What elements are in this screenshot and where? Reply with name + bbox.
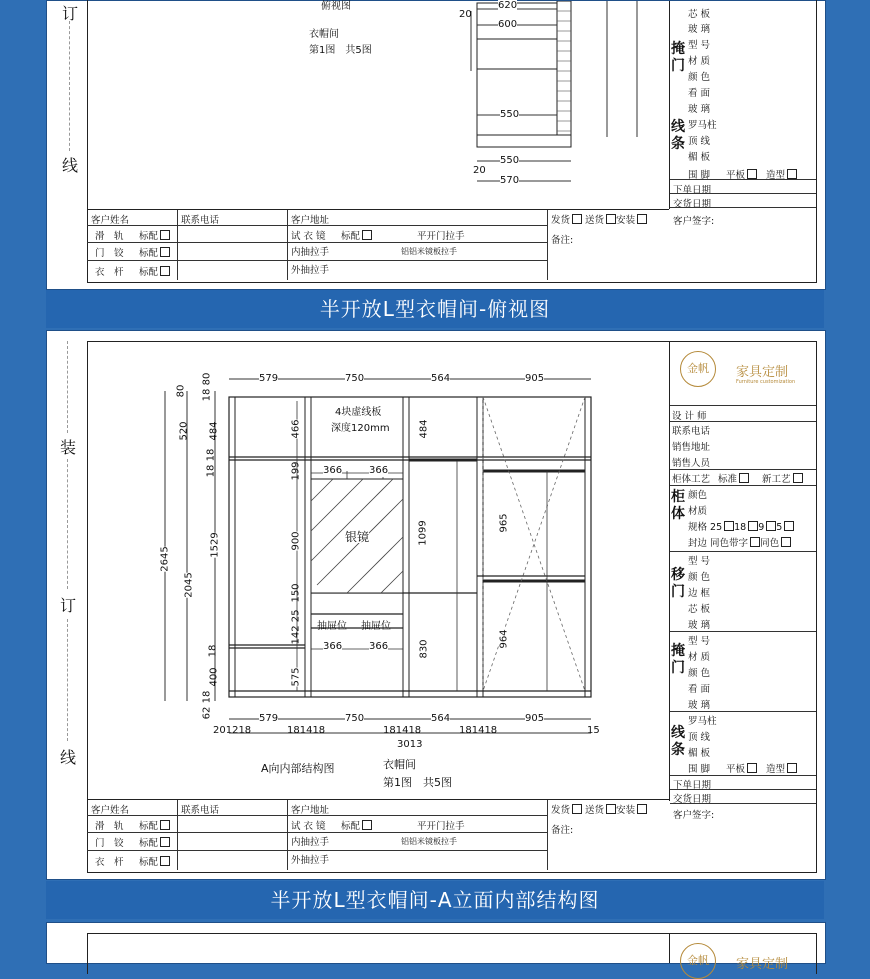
row-mark (139, 228, 170, 242)
checkbox[interactable] (637, 804, 647, 814)
rule (87, 832, 547, 833)
deliver-label: 送货 (585, 805, 605, 816)
panel-row: 型 号 (688, 636, 711, 647)
panel-row: 材质 (688, 506, 708, 517)
checkbox[interactable] (724, 521, 734, 531)
remarks-label: 备注: (551, 825, 574, 836)
panel-row: 顶 线 (688, 136, 711, 147)
total-dim: 3013 (397, 739, 423, 750)
checkbox[interactable] (739, 473, 749, 483)
row-mid: 外抽拉手 (291, 265, 330, 276)
drawing-sheet-elevation (46, 330, 826, 880)
panel-row: 柜体工艺 (672, 474, 711, 485)
inner-dim: 900 (290, 531, 302, 551)
edge-option: 同色 (760, 538, 780, 549)
customer-name-label: 客户姓名 (91, 805, 130, 816)
checkbox[interactable] (160, 856, 170, 866)
panel-row: 客户签字: (673, 810, 715, 821)
row-mid: 内抽拉手 (291, 837, 330, 848)
panel-row: 看 面 (688, 88, 711, 99)
inner-dim: 964 (498, 629, 510, 649)
binding-label: 订 (61, 4, 78, 23)
left-dim: 18 (207, 644, 219, 658)
top-dim: 564 (431, 373, 451, 384)
top-dim: 579 (259, 373, 279, 384)
bottom-dim: 905 (525, 713, 545, 724)
plan-drawing (447, 1, 677, 191)
row-item: 衣 杆 (95, 267, 124, 278)
rule (177, 800, 178, 870)
left-dim: 484 (208, 421, 220, 441)
rule (670, 485, 816, 486)
panel-row: 型 号 (688, 40, 711, 51)
order-table (87, 799, 669, 872)
row-right: 铝铝米镜板拉手 (401, 837, 457, 846)
rule (87, 260, 547, 261)
option-flat-label: 平板 (726, 764, 746, 775)
left-dim: 18 18 (205, 448, 217, 478)
left-dim: 1529 (209, 532, 221, 558)
customer-name-label: 客户姓名 (91, 215, 130, 226)
row-item: 滑 轨 (95, 821, 124, 832)
checkbox[interactable] (781, 537, 791, 547)
panel-row: 颜 色 (688, 668, 711, 679)
bottom-dim: 564 (431, 713, 451, 724)
row-mark (139, 264, 170, 278)
edge-row (688, 535, 791, 549)
inner-dim: 150 (290, 583, 302, 603)
row-mark (139, 835, 170, 849)
left-dim: 2645 (159, 546, 171, 572)
spec-label: 规格 (688, 522, 708, 533)
small-dim: 201218 (213, 725, 252, 736)
dim-label: 550 (500, 109, 520, 120)
rule (547, 800, 548, 870)
drawer-label: 抽屉位 (317, 621, 347, 632)
rule (87, 225, 547, 226)
row-item: 滑 轨 (95, 231, 124, 242)
top-dim: 905 (525, 373, 545, 384)
checkbox[interactable] (787, 763, 797, 773)
panel-row: 芯 板 (688, 604, 711, 615)
inner-dim: 366 (369, 465, 389, 476)
order-table (87, 209, 669, 282)
rule (670, 803, 816, 804)
panel-row: 下单日期 (673, 185, 712, 196)
inner-dim: 366 (323, 641, 343, 652)
mark-label: 标配 (139, 838, 159, 849)
row-mid-mark (341, 818, 372, 832)
spec-value: 9 (758, 522, 765, 533)
mark-label: 标配 (139, 857, 159, 868)
binding-line (67, 619, 68, 741)
left-dim: 520 (178, 421, 190, 441)
checkbox[interactable] (766, 521, 776, 531)
page-number: 第1图 共5图 (309, 45, 372, 56)
panel-row: 看 面 (688, 684, 711, 695)
checkbox[interactable] (160, 230, 170, 240)
option-new (762, 471, 803, 485)
logo-subtext: Furniture customization (736, 379, 796, 385)
checkbox[interactable] (362, 820, 372, 830)
top-dim: 750 (345, 373, 365, 384)
rule (87, 242, 547, 243)
mirror-label: 银镜 (345, 530, 370, 544)
rule (670, 775, 816, 776)
spec-row (688, 519, 794, 533)
binding-label: 线 (59, 748, 76, 767)
panel-row: 材 质 (688, 56, 711, 67)
logo (670, 341, 816, 406)
binding-label: 线 (61, 156, 78, 175)
panel-row: 客户签字: (673, 216, 715, 227)
panel-row: 芯 板 (688, 9, 711, 20)
rule (670, 631, 816, 632)
option-new-label: 新工艺 (762, 474, 791, 485)
inner-dim: 199 (290, 461, 302, 481)
rule (670, 207, 816, 208)
row-mid: 外抽拉手 (291, 855, 330, 866)
mark-label: 标配 (341, 821, 361, 832)
panel-row: 型 号 (688, 556, 711, 567)
ship-label: 发货 (551, 805, 571, 816)
binding-line (67, 341, 68, 433)
binding-line (67, 459, 68, 589)
panel-row: 设 计 师 (672, 411, 707, 422)
panel-row: 围 脚 (688, 764, 711, 775)
panel-row: 交货日期 (673, 199, 712, 210)
panel-row: 顶 线 (688, 732, 711, 743)
bottom-dim: 750 (345, 713, 365, 724)
checkbox[interactable] (572, 804, 582, 814)
option-shape (766, 761, 797, 775)
row-right: 铝铝米镜板拉手 (401, 247, 457, 256)
panel-row: 销售人员 (672, 458, 711, 469)
option-flat (726, 761, 757, 775)
view-title: 俯视图 (321, 1, 351, 12)
bottom-dim: 579 (259, 713, 279, 724)
rule (670, 179, 816, 180)
option-standard-label: 标准 (718, 474, 738, 485)
note-depth: 深度120mm (331, 423, 390, 434)
checkbox[interactable] (750, 537, 760, 547)
checkbox[interactable] (160, 266, 170, 276)
row-item: 衣 杆 (95, 857, 124, 868)
option-standard (718, 471, 749, 485)
inner-dim: 142 25 (290, 609, 302, 645)
row-mid: 试 衣 镜 (291, 821, 326, 832)
spec-value: 18 (734, 522, 747, 533)
drawer-label: 抽屉位 (361, 621, 391, 632)
edge-option: 同色带字 (710, 538, 749, 549)
binding-label: 装 (59, 438, 76, 457)
dim-label: 550 (500, 155, 520, 166)
dim-label: 600 (498, 19, 518, 30)
group-label-yanmen: 掩门 (671, 41, 685, 74)
mark-label: 标配 (139, 267, 159, 278)
rule (670, 551, 816, 552)
panel-row: 楣 板 (688, 152, 711, 163)
edge-label: 封边 (688, 538, 708, 549)
page-number: 第1图 共5图 (383, 776, 452, 789)
mark-label: 标配 (139, 248, 159, 259)
row-mid: 试 衣 镜 (291, 231, 326, 242)
inner-dim: 466 (290, 419, 302, 439)
rule (670, 789, 816, 790)
panel-row: 颜 色 (688, 572, 711, 583)
panel-row: 颜色 (688, 490, 708, 501)
logo-mark (680, 943, 716, 979)
phone-label: 联系电话 (181, 215, 220, 226)
spec-value: 5 (776, 522, 783, 533)
panel-row: 楣 板 (688, 748, 711, 759)
group-label-xiantiao: 线条 (671, 119, 685, 152)
rule (670, 711, 816, 712)
checkbox[interactable] (160, 247, 170, 257)
checkbox[interactable] (748, 521, 758, 531)
panel-row: 围 脚 (688, 170, 711, 181)
logo-text: 家具定制 (736, 365, 789, 380)
checkbox[interactable] (572, 214, 582, 224)
group-label-xiantiao: 线条 (671, 725, 685, 758)
mark-label: 标配 (139, 231, 159, 242)
drawing-sheet-next (46, 922, 826, 972)
checkbox[interactable] (160, 820, 170, 830)
info-panel (669, 1, 816, 227)
rule (177, 210, 178, 280)
panel-row: 交货日期 (673, 794, 712, 805)
info-panel (669, 933, 816, 972)
option-shape-label: 造型 (766, 764, 786, 775)
checkbox[interactable] (747, 169, 757, 179)
checkbox[interactable] (637, 214, 647, 224)
option-flat-label: 平板 (726, 170, 746, 181)
install-label: 安装 (616, 215, 636, 226)
small-dim: 181418 (459, 725, 498, 736)
option-shape-label: 造型 (766, 170, 786, 181)
binding-label: 订 (59, 596, 76, 615)
panel-row: 玻 璃 (688, 104, 711, 115)
inner-dim: 965 (498, 513, 510, 533)
inner-dim: 830 (418, 639, 430, 659)
inner-dim: 366 (369, 641, 389, 652)
row-mid-mark (341, 228, 372, 242)
room-name: 衣帽间 (309, 29, 339, 40)
dim-label: 20 (459, 9, 472, 20)
ship-options (551, 212, 647, 226)
panel-row: 玻 璃 (688, 620, 711, 631)
dim-label: 570 (500, 175, 520, 186)
checkbox[interactable] (793, 473, 803, 483)
section-title-plan: 半开放L型衣帽间-俯视图 (46, 290, 824, 328)
panel-row: 材 质 (688, 652, 711, 663)
deliver-label: 送货 (585, 215, 605, 226)
mark-label: 标配 (139, 821, 159, 832)
inner-dim: 366 (323, 465, 343, 476)
spec-value: 25 (710, 522, 723, 533)
panel-row: 联系电话 (672, 426, 711, 437)
panel-row: 玻 璃 (688, 24, 711, 35)
checkbox[interactable] (747, 763, 757, 773)
dim-label: 620 (498, 0, 518, 11)
binding-line (69, 21, 70, 151)
left-dim: 2045 (183, 572, 195, 598)
row-right: 平开门拉手 (417, 231, 465, 242)
checkbox[interactable] (784, 521, 794, 531)
rule (670, 469, 816, 470)
note-virtual-board: 4块虚线板 (335, 407, 382, 418)
row-mark (139, 854, 170, 868)
inner-dim: 1099 (417, 520, 429, 546)
phone-label: 联系电话 (181, 805, 220, 816)
remarks-label: 备注: (551, 235, 574, 246)
row-mid: 内抽拉手 (291, 247, 330, 258)
panel-row: 玻 璃 (688, 700, 711, 711)
ship-label: 发货 (551, 215, 571, 226)
logo-mark-text: 金帆 (687, 362, 709, 375)
dim-label: 20 (473, 165, 486, 176)
group-label-guiti: 柜体 (671, 489, 685, 522)
section-title-elevation: 半开放L型衣帽间-A立面内部结构图 (46, 881, 824, 919)
checkbox[interactable] (606, 214, 616, 224)
checkbox[interactable] (160, 837, 170, 847)
logo-mark (680, 351, 716, 387)
drawing-caption: A向内部结构图 (261, 762, 335, 775)
drawing-sheet-top (46, 0, 826, 290)
panel-row: 边 框 (688, 588, 711, 599)
row-right: 平开门拉手 (417, 821, 465, 832)
left-dim: 62 18 (201, 690, 213, 720)
row-item: 门 铰 (95, 248, 124, 259)
panel-row: 下单日期 (673, 780, 712, 791)
panel-row: 销售地址 (672, 442, 711, 453)
rule (287, 210, 288, 280)
logo-text: 家具定制 (736, 957, 789, 972)
install-label: 安装 (616, 805, 636, 816)
room-name: 衣帽间 (383, 758, 416, 771)
rule (87, 850, 547, 851)
rule (547, 210, 548, 280)
rule (287, 800, 288, 870)
rule (670, 193, 816, 194)
panel-row: 罗马柱 (688, 120, 717, 131)
logo-mark-text: 金帆 (687, 954, 709, 967)
mark-label: 标配 (341, 231, 361, 242)
small-dim: 181418 (383, 725, 422, 736)
ship-options (551, 802, 647, 816)
group-label-yanmen: 掩门 (671, 643, 685, 676)
checkbox[interactable] (606, 804, 616, 814)
panel-row: 罗马柱 (688, 716, 717, 727)
address-label: 客户地址 (291, 215, 330, 226)
left-dim: 18 80 (201, 372, 213, 402)
rule (87, 815, 547, 816)
panel-row: 颜 色 (688, 72, 711, 83)
row-mark (139, 245, 170, 259)
inner-dim: 575 (290, 667, 302, 687)
checkbox[interactable] (787, 169, 797, 179)
small-dim: 181418 (287, 725, 326, 736)
info-panel (669, 341, 816, 821)
inner-dim: 484 (418, 419, 430, 439)
row-item: 门 铰 (95, 838, 124, 849)
group-label-yimen: 移门 (671, 567, 685, 600)
left-dim: 400 (208, 667, 220, 687)
row-mark (139, 818, 170, 832)
small-dim: 15 (587, 725, 600, 736)
rule (670, 421, 816, 422)
left-dim: 80 (175, 384, 187, 398)
address-label: 客户地址 (291, 805, 330, 816)
checkbox[interactable] (362, 230, 372, 240)
